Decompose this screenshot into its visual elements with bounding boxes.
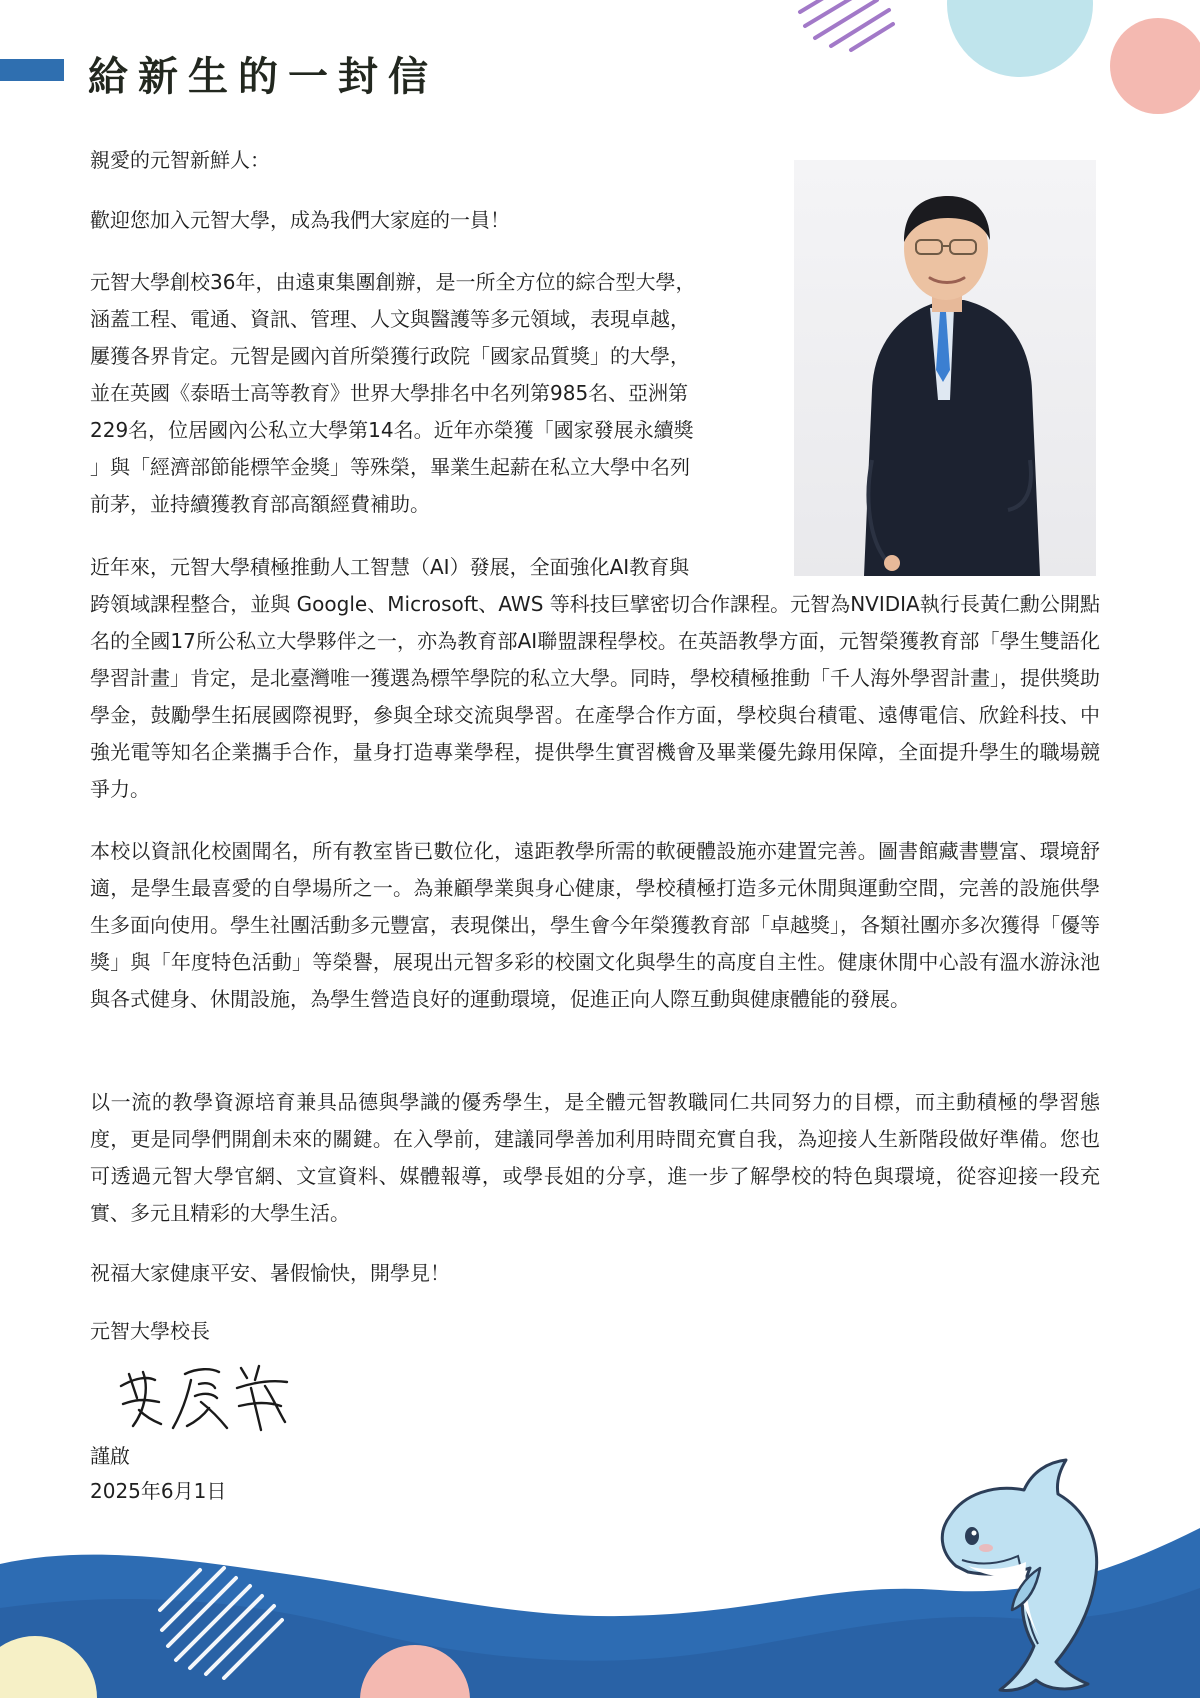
paragraph-ai-first-line: 近年來，元智大學積極推動人工智慧（AI）發展，全面強化AI教育與 — [90, 555, 690, 579]
paragraph-ai: 跨領域課程整合，並與 Google、Microsoft、AWS 等科技巨擘密切合作課程。元智為NVIDIA執行長黃仁勳公開點名的全國17所公私立大學夥伴之一，亦為教育部AI聯盟課程學校。在英語教學方面，元智榮獲教育部「學生雙語化學習計畫」肯定，是北臺灣唯一獲選為標竿學院的私立大學。同時，學校積極推動「千人海外學習計畫」，提供獎助學金，鼓勵學生拓展國際視野，參與全球交流與學習。在產學合作方面，學校與台積電、遠傳電信、欣銓科技、中強光電等知名企業攜手合作，量身打造專業學程，提供學生實習機會及畢業優先錄用保障，全面提升學生的職場競爭力。 — [90, 592, 1100, 801]
paragraph-line: 並在英國《泰晤士高等教育》世界大學排名中名列第985名、亞洲第 — [90, 381, 689, 405]
paragraph-line: 涵蓋工程、電通、資訊、管理、人文與醫護等多元領域，表現卓越， — [90, 307, 690, 331]
title-accent-bar — [0, 59, 64, 81]
paragraph-line: 屢獲各界肯定。元智是國內首所榮獲行政院「國家品質獎」的大學， — [90, 344, 690, 368]
sign-off: 謹啟 — [90, 1444, 130, 1468]
handwritten-signature — [115, 1358, 305, 1438]
pink-circle-decoration — [1110, 18, 1200, 118]
paragraph-campus: 本校以資訊化校園聞名，所有教室皆已數位化，遠距教學所需的軟硬體設施亦建置完善。圖書館藏書豐富、環境舒適，是學生最喜愛的自學場所之一。為兼顧學業與身心健康，學校積極打造多元休閒與運動空間，完善的設施供學生多面向使用。學生社團活動多元豐富，表現傑出，學生會今年榮獲教育部「卓越獎」，各類社團亦多次獲得「優等獎」與「年度特色活動」等榮譽，展現出元智多彩的校園文化與學生的高度自主性。健康休閒中心設有溫水游泳池與各式健身、休閒設施，為學生營造良好的運動環境，促進正向人際互動與健康體能的發展。 — [90, 839, 1100, 1011]
closing-wishes: 祝福大家健康平安、暑假愉快，開學見！ — [90, 1261, 450, 1285]
paragraph-history — [90, 264, 770, 523]
president-portrait — [794, 160, 1096, 576]
signer-title: 元智大學校長 — [90, 1319, 210, 1343]
portrait-figure-icon — [794, 160, 1096, 576]
paragraph-line: 」與「經濟部節能標竿金獎」等殊榮，畢業生起薪在私立大學中名列 — [90, 455, 690, 479]
paragraph-line: 229名，位居國內公私立大學第14名。近年亦榮獲「國家發展永續獎 — [90, 418, 694, 442]
paragraph-line: 元智大學創校36年，由遠東集團創辦，是一所全方位的綜合型大學， — [90, 270, 696, 294]
page-title: 給新生的一封信 — [88, 54, 438, 100]
welcome-line: 歡迎您加入元智大學，成為我們大家庭的一員！ — [90, 208, 510, 232]
cyan-circle-decoration — [940, 0, 1100, 80]
purple-stripes-decoration — [795, 0, 905, 60]
paragraph-goals: 以一流的教學資源培育兼具品德與學識的優秀學生，是全體元智教職同仁共同努力的目標，而主動積極的學習態度，更是同學們開創未來的關鍵。在入學前，建議同學善加利用時間充實自我，為迎接人生新階段做好準備。您也可透過元智大學官網、文宣資料、媒體報導，或學長姐的分享，進一步了解學校的特色與環境，從容迎接一段充實、多元且精彩的大學生活。 — [90, 1090, 1100, 1225]
dolphin-mascot-icon — [928, 1448, 1128, 1698]
letter-date: 2025年6月1日 — [90, 1479, 227, 1503]
salutation: 親愛的元智新鮮人： — [90, 148, 270, 172]
paragraph-line: 前茅，並持續獲教育部高額經費補助。 — [90, 492, 430, 516]
